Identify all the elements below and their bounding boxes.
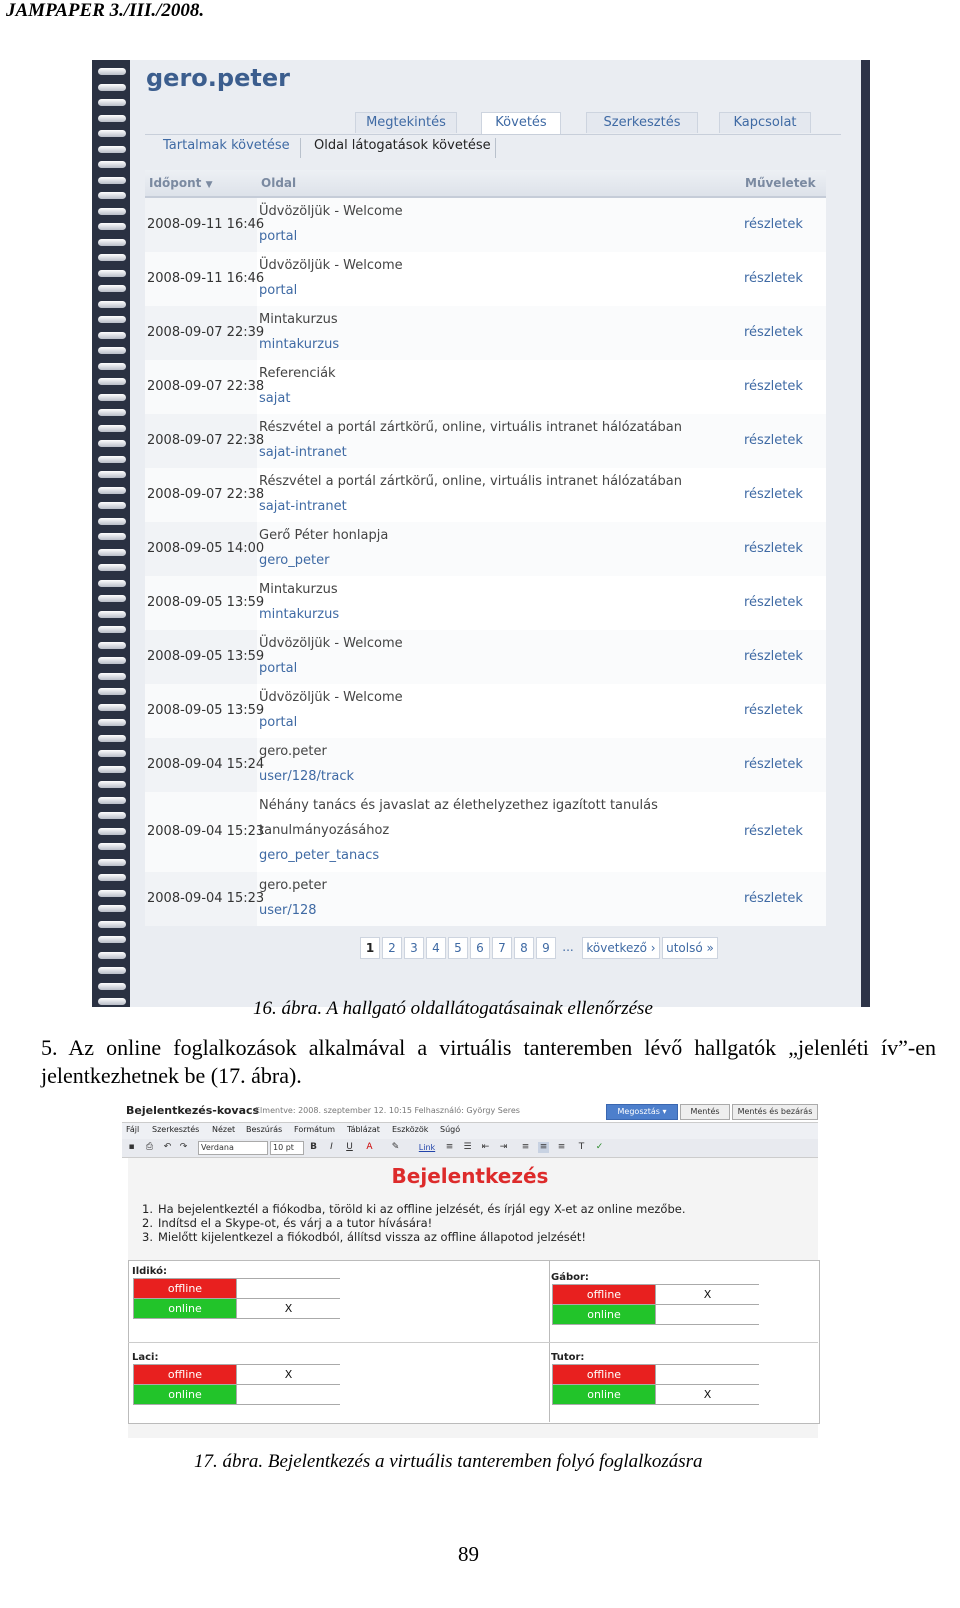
primary-tabs <box>145 112 841 135</box>
cell-page-path[interactable]: user/128/track <box>259 769 355 784</box>
underline-icon[interactable]: U <box>346 1142 353 1152</box>
online-mark-cell[interactable]: X <box>655 1385 759 1404</box>
visits-table <box>145 170 826 926</box>
binding-ring <box>98 673 126 680</box>
cell-page-path[interactable]: sajat <box>259 391 291 406</box>
cell-page-path[interactable]: sajat-intranet <box>259 445 347 460</box>
menu-nezet[interactable]: Nézet <box>212 1125 236 1134</box>
cell-date: 2008-09-07 22:39 <box>147 325 265 340</box>
cell-page-path[interactable]: portal <box>259 715 298 730</box>
person-name: Ildikó: <box>132 1266 167 1277</box>
cell-page-title: Üdvözöljük - Welcome <box>259 204 403 219</box>
pager-item[interactable]: 8 <box>514 937 534 959</box>
bold-icon[interactable]: B <box>310 1142 317 1152</box>
tab-kapcsolat[interactable]: Kapcsolat <box>719 112 811 133</box>
binding-ring <box>98 347 126 354</box>
table-row <box>145 360 826 414</box>
offline-mark-cell[interactable]: X <box>236 1365 340 1384</box>
tab-megtekintes[interactable]: Megtekintés <box>355 112 457 133</box>
col-oldal[interactable]: Oldal <box>261 176 297 190</box>
pager-item[interactable]: 5 <box>448 937 468 959</box>
binding-ring <box>98 192 126 199</box>
paragraph-5: 5. Az online foglalkozások alkalmával a virtuális tanteremben lévő hallgatók „jelenléti ív”-en jelentkezhetnek be (17. ábra). <box>41 1035 936 1088</box>
table-row <box>145 306 826 360</box>
grid-divider <box>128 1342 818 1343</box>
bullet-list-icon[interactable]: ☰ <box>463 1142 472 1152</box>
offline-label: offline <box>553 1365 655 1384</box>
save-icon[interactable]: ▪ <box>128 1142 135 1152</box>
binding-ring <box>98 657 126 664</box>
binding-ring <box>98 456 126 463</box>
online-label: online <box>134 1385 236 1404</box>
binding-ring <box>98 487 126 494</box>
binding-ring <box>98 285 126 292</box>
binding-ring <box>98 378 126 385</box>
tab-kovetes[interactable]: Követés <box>481 112 561 134</box>
offline-label: offline <box>553 1285 655 1304</box>
details-link[interactable]: részletek <box>744 325 803 340</box>
binding-ring <box>98 316 126 323</box>
details-link[interactable]: részletek <box>744 824 803 839</box>
pager-ellipsis: ... <box>562 940 574 954</box>
cell-page-path[interactable]: portal <box>259 229 298 244</box>
binding-ring <box>98 440 126 447</box>
table-row <box>145 198 826 252</box>
binding-ring <box>98 828 126 835</box>
offline-label: offline <box>134 1279 236 1298</box>
numbered-list-icon[interactable]: ≡ <box>445 1142 454 1152</box>
online-label: online <box>553 1305 655 1324</box>
online-row <box>552 1304 759 1325</box>
binding-ring <box>98 425 126 432</box>
cell-page-title: gero.peter <box>259 744 327 759</box>
align-center-icon[interactable]: ≡ <box>539 1142 548 1152</box>
cell-date: 2008-09-07 22:38 <box>147 379 265 394</box>
cell-date: 2008-09-05 13:59 <box>147 649 265 664</box>
tab-szerkesztes[interactable]: Szerkesztés <box>586 112 698 133</box>
table-row <box>145 468 826 522</box>
subtab-divider <box>300 138 301 158</box>
online-row <box>133 1384 340 1405</box>
menu-tablazat[interactable]: Táblázat <box>347 1125 380 1134</box>
binding-ring <box>98 781 126 788</box>
figure-17-screenshot <box>122 1100 818 1440</box>
table-row <box>145 576 826 630</box>
binding-ring <box>98 332 126 339</box>
pager-item[interactable]: 3 <box>404 937 424 959</box>
step-number: 1. <box>142 1202 153 1216</box>
details-link[interactable]: részletek <box>744 271 803 286</box>
binding-ring <box>98 68 126 75</box>
sort-desc-icon: ▼ <box>205 180 213 190</box>
binding-ring <box>98 766 126 773</box>
binding-ring <box>98 208 126 215</box>
cell-page-path[interactable]: mintakurzus <box>259 337 340 352</box>
step-text: Ha bejelentkeztél a fiókodba, töröld ki az offline jelzését, és írjál egy X-et az online mezőbe. <box>158 1202 686 1216</box>
binding-ring <box>98 595 126 602</box>
pager-item[interactable]: utolsó » <box>662 937 718 959</box>
menu-fajl[interactable]: Fájl <box>126 1125 140 1134</box>
cell-background <box>257 576 826 630</box>
binding-ring <box>98 394 126 401</box>
cell-page-title: Gerő Péter honlapja <box>259 528 389 543</box>
spiral-binding <box>92 60 130 1007</box>
secondary-tabs <box>145 138 841 160</box>
italic-icon[interactable]: I <box>330 1142 333 1152</box>
table-row <box>145 738 826 792</box>
binding-ring <box>98 611 126 618</box>
list-item <box>142 1202 686 1216</box>
binding-ring <box>98 626 126 633</box>
figure-16-screenshot <box>92 60 870 1007</box>
tracking-page <box>130 60 861 1007</box>
binding-ring <box>98 750 126 757</box>
menu-sugo[interactable]: Súgó <box>440 1125 461 1134</box>
binding-ring <box>98 967 126 974</box>
online-mark-cell[interactable] <box>655 1305 759 1324</box>
offline-mark-cell[interactable]: X <box>655 1285 759 1304</box>
binding-ring <box>98 936 126 943</box>
menu-beszuras[interactable]: Beszúrás <box>246 1125 283 1134</box>
binding-ring <box>98 99 126 106</box>
align-right-icon[interactable]: ≡ <box>557 1142 566 1152</box>
cell-page-path[interactable]: portal <box>259 283 298 298</box>
cell-background <box>257 306 826 360</box>
binding-ring <box>98 177 126 184</box>
step-text: Mielőtt kijelentkezel a fiókodból, állítsd vissza az offline állapotod jelzését! <box>158 1230 586 1244</box>
binding-ring <box>98 301 126 308</box>
details-link[interactable]: részletek <box>744 487 803 502</box>
offline-mark-cell[interactable] <box>655 1365 759 1384</box>
binding-ring <box>98 502 126 509</box>
online-mark-cell[interactable]: X <box>236 1299 340 1318</box>
binding-ring <box>98 471 126 478</box>
cell-date: 2008-09-05 13:59 <box>147 703 265 718</box>
cell-page-title: Mintakurzus <box>259 582 338 597</box>
binding-ring <box>98 254 126 261</box>
clear-format-icon[interactable]: T <box>578 1142 585 1152</box>
binding-ring <box>98 363 126 370</box>
journal-header: JAMPAPER 3./III./2008. <box>6 0 205 21</box>
cell-date: 2008-09-11 16:46 <box>147 217 265 232</box>
subtab-tartalmak[interactable]: Tartalmak követése <box>163 138 290 153</box>
cell-date: 2008-09-05 14:00 <box>147 541 265 556</box>
binding-ring <box>98 859 126 866</box>
binding-ring <box>98 812 126 819</box>
col-idopont[interactable] <box>149 176 213 190</box>
redo-icon[interactable]: ↷ <box>179 1142 188 1152</box>
online-label: online <box>134 1299 236 1318</box>
spellcheck-icon[interactable]: ✓ <box>595 1142 604 1152</box>
cell-background <box>257 360 826 414</box>
font-select[interactable]: Verdana <box>198 1141 268 1155</box>
document-heading: Bejelentkezés <box>391 1164 549 1188</box>
figure-17-caption: 17. ábra. Bejelentkezés a virtuális tanteremben folyó foglalkozásra <box>194 1451 703 1472</box>
page-number: 89 <box>458 1542 479 1566</box>
cell-page-path[interactable]: mintakurzus <box>259 607 340 622</box>
cell-date: 2008-09-04 15:23 <box>147 891 265 906</box>
binding-ring <box>98 533 126 540</box>
binding-ring <box>98 549 126 556</box>
undo-icon[interactable]: ↶ <box>163 1142 172 1152</box>
col-muveletek: Műveletek <box>745 176 816 190</box>
table-row <box>145 252 826 306</box>
cell-date: 2008-09-07 22:38 <box>147 433 265 448</box>
align-left-icon[interactable]: ≡ <box>521 1142 530 1152</box>
person-name: Tutor: <box>551 1352 585 1363</box>
cell-page-title: Üdvözöljük - Welcome <box>259 636 403 651</box>
cell-page-title: gero.peter <box>259 878 327 893</box>
details-link[interactable]: részletek <box>744 595 803 610</box>
list-item <box>142 1216 686 1230</box>
cell-page-title: Üdvözöljük - Welcome <box>259 690 403 705</box>
cell-page-title: Részvétel a portál zártkörű, online, virtuális intranet hálózatában <box>259 474 682 489</box>
binding-ring <box>98 580 126 587</box>
binding-ring <box>98 115 126 122</box>
size-select[interactable]: 10 pt <box>270 1141 304 1155</box>
grid-divider <box>549 1260 550 1422</box>
binding-ring <box>98 905 126 912</box>
offline-row <box>552 1364 759 1385</box>
binding-ring <box>98 983 126 990</box>
binding-ring <box>98 564 126 571</box>
subtab-oldal-latogatasok[interactable]: Oldal látogatások követése <box>314 138 491 153</box>
details-link[interactable]: részletek <box>744 217 803 232</box>
indent-icon[interactable]: ⇥ <box>499 1142 508 1152</box>
cell-page-path[interactable]: user/128 <box>259 903 317 918</box>
table-row <box>145 414 826 468</box>
pager-current: 1 <box>360 937 380 959</box>
pager-item[interactable]: 7 <box>492 937 512 959</box>
cell-page-title: tanulmányozásához <box>259 823 390 838</box>
details-link[interactable]: részletek <box>744 703 803 718</box>
share-button[interactable]: Megosztás ▾ <box>606 1104 678 1120</box>
list-item <box>142 1230 686 1244</box>
binding-ring <box>98 719 126 726</box>
cell-page-title: Üdvözöljük - Welcome <box>259 258 403 273</box>
step-number: 3. <box>142 1230 153 1244</box>
binding-ring <box>98 952 126 959</box>
binding-ring <box>98 890 126 897</box>
binding-ring <box>98 797 126 804</box>
menu-formatum[interactable]: Formátum <box>294 1125 336 1134</box>
document-title: Bejelentkezés-kovacs <box>126 1104 260 1117</box>
details-link[interactable]: részletek <box>744 379 803 394</box>
details-link[interactable]: részletek <box>744 757 803 772</box>
highlight-icon[interactable]: ✎ <box>391 1142 400 1152</box>
details-link[interactable]: részletek <box>744 433 803 448</box>
binding-ring <box>98 270 126 277</box>
cell-date: 2008-09-04 15:24 <box>147 757 265 772</box>
online-label: online <box>553 1385 655 1404</box>
cell-page-title: Referenciák <box>259 366 336 381</box>
figure-16-caption: 16. ábra. A hallgató oldallátogatásainak ellenőrzése <box>253 998 653 1019</box>
pager-item[interactable]: 9 <box>536 937 556 959</box>
binding-ring <box>98 518 126 525</box>
step-number: 2. <box>142 1216 153 1230</box>
offline-mark-cell[interactable] <box>236 1279 340 1298</box>
table-header <box>145 170 826 198</box>
table-row <box>145 630 826 684</box>
pager-item[interactable]: következő › <box>582 937 660 959</box>
offline-row <box>133 1364 340 1385</box>
link-button[interactable]: Link <box>418 1143 436 1152</box>
save-button[interactable]: Mentés <box>680 1104 730 1120</box>
binding-ring <box>98 146 126 153</box>
subtab-divider <box>495 138 496 158</box>
binding-ring <box>98 84 126 91</box>
table-row <box>145 872 826 926</box>
cell-page-title: Mintakurzus <box>259 312 338 327</box>
cell-page-path[interactable]: sajat-intranet <box>259 499 347 514</box>
table-row <box>145 684 826 738</box>
details-link[interactable]: részletek <box>744 891 803 906</box>
binding-ring <box>98 161 126 168</box>
binding-ring <box>98 223 126 230</box>
binding-ring <box>98 642 126 649</box>
instruction-list <box>142 1202 686 1244</box>
binding-ring <box>98 239 126 246</box>
offline-row <box>133 1278 340 1299</box>
table-body <box>145 198 826 926</box>
text-color-icon[interactable]: A <box>366 1142 373 1152</box>
cell-background <box>257 872 826 926</box>
cell-page-path[interactable]: gero_peter <box>259 553 330 568</box>
user-title[interactable]: gero.peter <box>146 64 290 92</box>
pager-item[interactable]: 4 <box>426 937 446 959</box>
binding-ring <box>98 735 126 742</box>
menu-eszkozok[interactable]: Eszközök <box>392 1125 429 1134</box>
menu-szerkesztes[interactable]: Szerkesztés <box>152 1125 200 1134</box>
cell-page-title: Néhány tanács és javaslat az élethelyzethez igazított tanulás <box>259 798 658 813</box>
binding-ring <box>98 704 126 711</box>
col-idopont-label: Időpont <box>149 176 202 190</box>
person-name: Laci: <box>132 1352 159 1363</box>
cell-page-path[interactable]: gero_peter_tanacs <box>259 848 380 863</box>
print-icon[interactable]: ⎙ <box>145 1142 154 1152</box>
cell-page-path[interactable]: portal <box>259 661 298 676</box>
document-meta: Elmentve: 2008. szeptember 12. 10:15 Felhasználó: György Seres <box>255 1106 520 1115</box>
details-link[interactable]: részletek <box>744 649 803 664</box>
online-mark-cell[interactable] <box>236 1385 340 1404</box>
details-link[interactable]: részletek <box>744 541 803 556</box>
binding-ring <box>98 688 126 695</box>
cell-page-title: Részvétel a portál zártkörű, online, virtuális intranet hálózatában <box>259 420 682 435</box>
pager-item[interactable]: 2 <box>382 937 402 959</box>
editor-toolbar <box>122 1139 818 1158</box>
cell-date: 2008-09-05 13:59 <box>147 595 265 610</box>
save-close-button[interactable]: Mentés és bezárás <box>732 1104 818 1120</box>
binding-ring <box>98 921 126 928</box>
offline-label: offline <box>134 1365 236 1384</box>
outdent-icon[interactable]: ⇤ <box>481 1142 490 1152</box>
table-row <box>145 522 826 576</box>
cell-date: 2008-09-11 16:46 <box>147 271 265 286</box>
cell-date: 2008-09-04 15:23 <box>147 824 265 839</box>
binding-ring <box>98 409 126 416</box>
binding-ring <box>98 998 126 1005</box>
binding-ring <box>98 843 126 850</box>
person-name: Gábor: <box>551 1272 589 1283</box>
online-row <box>552 1384 759 1405</box>
step-text: Indítsd el a Skype-ot, és várj a a tutor hívására! <box>158 1216 433 1230</box>
cell-date: 2008-09-07 22:38 <box>147 487 265 502</box>
binding-ring <box>98 130 126 137</box>
menu-bar <box>122 1122 818 1139</box>
table-row <box>145 792 826 872</box>
online-row <box>133 1298 340 1319</box>
binding-ring <box>98 874 126 881</box>
offline-row <box>552 1284 759 1305</box>
pager-item[interactable]: 6 <box>470 937 490 959</box>
